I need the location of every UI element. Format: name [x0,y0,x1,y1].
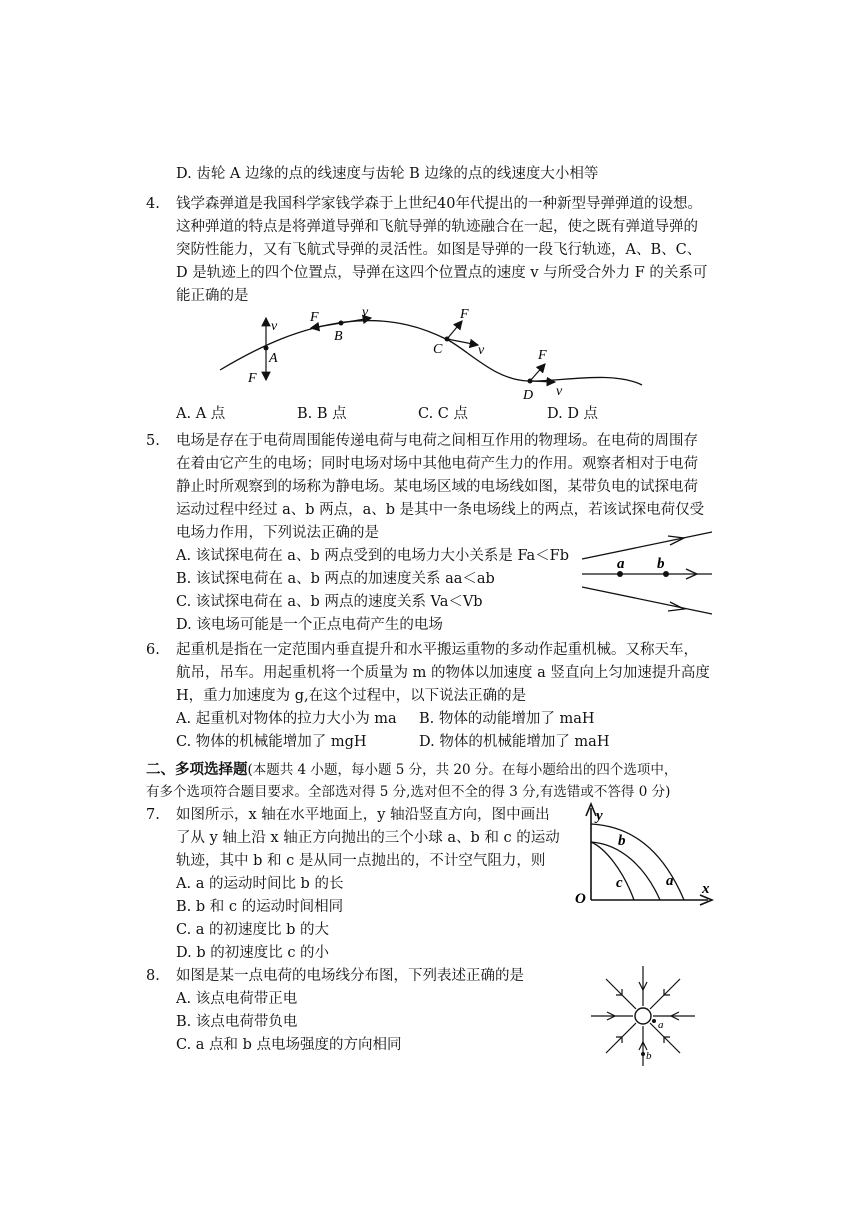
label-b: b [646,1050,652,1062]
q6-line: H，重力加速度为 g,在这个过程中，以下说法正确的是 [176,688,527,704]
label-A: A [269,351,278,366]
q8-option-c: C. a 点和 b 点电场强度的方向相同 [176,1037,402,1053]
q6-option-b: B. 物体的动能增加了 maH [419,711,595,727]
q6-option-a: A. 起重机对物体的拉力大小为 ma [176,711,397,727]
label-C: C [433,342,443,357]
q4-line: 突防性能力，又有飞航式导弹的灵活性。如图是导弹的一段飞行轨迹，A、B、C、 [176,242,702,258]
q4-option-d: D. D 点 [547,406,599,422]
q7-option-b: B. b 和 c 的运动时间相同 [176,899,344,915]
q4-option-a: A. A 点 [176,406,226,422]
q8-line: 如图是某一点电荷的电场线分布图，下列表述正确的是 [176,968,524,984]
q7-number: 7. [146,807,160,823]
label-a: a [658,1019,664,1031]
q6-option-d: D. 物体的机械能增加了 maH [419,734,610,750]
q8-option-b: B. 该点电荷带负电 [176,1014,298,1030]
q7-line: 如图所示，x 轴在水平地面上，y 轴沿竖直方向，图中画出 [176,807,550,823]
label-v: v [478,343,485,358]
q6-line: 起重机是指在一定范围内垂直提升和水平搬运重物的多动作起重机械。又称天车， [176,642,698,658]
q5-option-b: B. 该试探电荷在 a、b 两点的加速度关系 aa＜ab [176,571,495,587]
q8-option-a: A. 该点电荷带正电 [176,991,298,1007]
q4-line: D 是轨迹上的四个位置点，导弹在这四个位置点的速度 v 与所受合外力 F 的关系可 [176,265,708,281]
label-b: b [618,833,626,849]
q5-option-c: C. 该试探电荷在 a、b 两点的速度关系 Va＜Vb [176,594,483,610]
q7-option-d: D. b 的初速度比 c 的小 [176,945,330,961]
q7-option-a: A. a 的运动时间比 b 的长 [176,876,344,892]
q4-number: 4. [146,196,160,212]
q5-option-d: D. 该电场可能是一个正点电荷产生的电场 [176,617,443,633]
q3-option-d: D. 齿轮 A 边缘的点的线速度与齿轮 B 边缘的点的线速度大小相等 [176,166,599,182]
q7-option-c: C. a 的初速度比 b 的大 [176,922,330,938]
section2-title: 二、多项选择题 [146,761,248,778]
q4-option-c: C. C 点 [418,406,468,422]
label-a: a [617,556,625,572]
q4-line: 能正确的是 [176,288,249,304]
label-y: y [596,808,603,824]
label-v: v [556,384,563,399]
label-a: a [666,873,674,889]
label-x: x [702,881,710,897]
label-v: v [271,319,278,334]
label-B: B [334,329,343,344]
label-b: b [657,556,665,572]
q6-line: 航吊，吊车。用起重机将一个质量为 m 的物体以加速度 a 竖直向上匀加速提升高度 [176,665,710,681]
q5-line: 静止时所观察到的场称为静电场。某电场区域的电场线如图，某带负电的试探电荷 [176,479,698,495]
q5-line: 电场力作用，下列说法正确的是 [176,525,379,541]
q6-option-c: C. 物体的机械能增加了 mgH [176,734,367,750]
section2-desc: (本题共 4 小题，每小题 5 分，共 20 分。在每小题给出的四个选项中， [247,762,678,778]
q4-option-b: B. B 点 [297,406,347,422]
label-F: F [248,371,257,386]
label-c: c [616,875,623,891]
point-charge [635,1008,651,1024]
q5-line: 电场是存在于电荷周围能传递电荷与电荷之间相互作用的物理场。在电荷的周围存 [176,433,698,449]
q7-line: 轨迹，其中 b 和 c 是从同一点抛出的，不计空气阻力，则 [176,853,546,869]
q5-option-a: A. 该试探电荷在 a、b 两点受到的电场力大小关系是 Fa＜Fb [176,548,570,564]
q4-line: 钱学森弹道是我国科学家钱学森于上世纪40年代提出的一种新型导弹弹道的设想。 [176,196,702,212]
label-v: v [362,305,369,320]
q5-line: 在着由它产生的电场；同时电场对场中其他电荷产生力的作用。观察者相对于电荷 [176,456,698,472]
q5-number: 5. [146,433,160,449]
q6-number: 6. [146,642,160,658]
label-F: F [310,310,319,325]
q7-line: 了从 y 轴上沿 x 轴正方向抛出的三个小球 a、b 和 c 的运动 [176,830,560,846]
label-O: O [575,891,586,907]
label-F: F [460,307,469,322]
label-D: D [523,388,534,403]
q5-line: 运动过程中经过 a、b 两点，a、b 是其中一条电场线上的两点，若该试探电荷仅受 [176,502,705,518]
q8-number: 8. [146,968,160,984]
q4-line: 这种弹道的特点是将弹道导弹和飞航导弹的轨迹融合在一起，使之既有弹道导弹的 [176,219,698,235]
section2-desc-line2: 有多个选项符合题目要求。全部选对得 5 分,选对但不全的得 3 分,有选错或不答得 0 分) [146,784,671,800]
label-F: F [538,348,547,363]
